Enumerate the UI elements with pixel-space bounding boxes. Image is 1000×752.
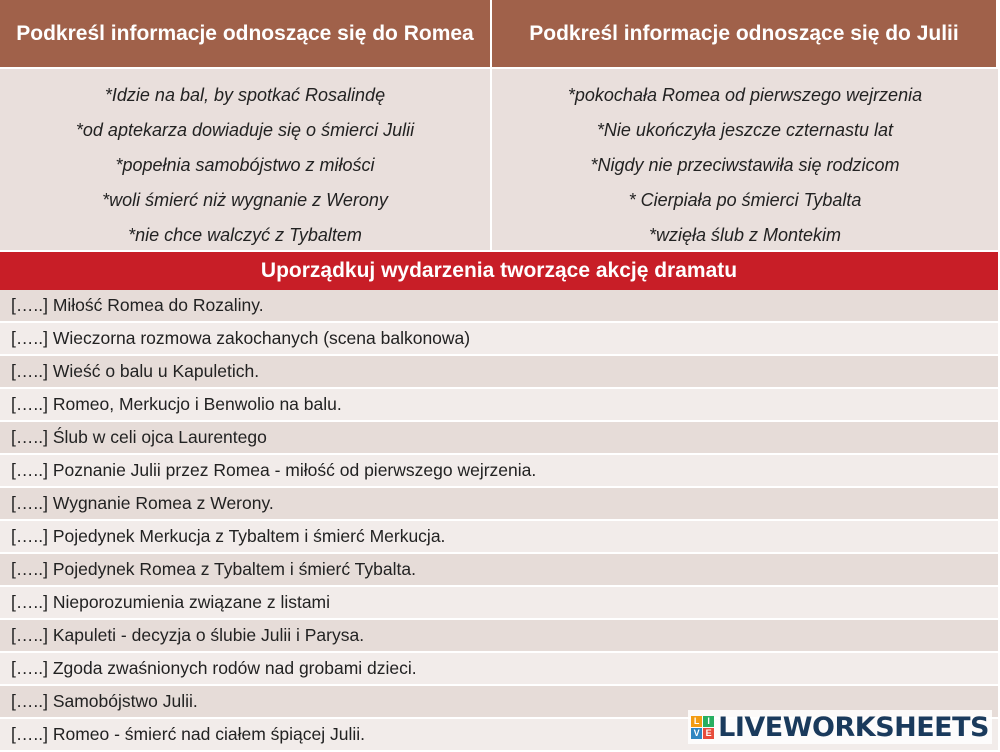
character-table [0, 0, 998, 250]
event-text: Zgoda zwaśnionych rodów nad grobami dzieci. [52, 658, 417, 678]
event-text: Pojedynek Romea z Tybaltem i śmierć Tybalta. [52, 559, 416, 579]
juliet-statements [492, 69, 998, 250]
logo-mark-letter: V [691, 728, 702, 739]
event-text: Pojedynek Merkucja z Tybaltem i śmierć Merkucja. [52, 526, 446, 546]
event-row [0, 290, 998, 323]
event-text: Ślub w celi ojca Laurentego [52, 427, 267, 447]
romeo-statements [0, 69, 492, 250]
event-row [0, 356, 998, 389]
event-row [0, 620, 998, 653]
event-text: Romeo, Merkucjo i Benwolio na balu. [52, 394, 342, 414]
event-text: Wieść o balu u Kapuletich. [52, 361, 260, 381]
event-list [0, 290, 998, 752]
order-blank[interactable]: […..] [11, 691, 48, 711]
juliet-statement[interactable]: *wzięła ślub z Montekim [648, 225, 842, 245]
romeo-statement[interactable]: *nie chce walczyć z Tybaltem [128, 225, 362, 245]
order-blank[interactable]: […..] [11, 427, 48, 447]
order-blank[interactable]: […..] [11, 526, 48, 546]
event-text: Poznanie Julii przez Romea - miłość od pierwszego wejrzenia. [52, 460, 537, 480]
liveworksheets-logo-icon [691, 716, 714, 739]
event-row [0, 521, 998, 554]
order-blank[interactable]: […..] [11, 658, 48, 678]
juliet-column-header: Podkreśl informacje odnoszące się do Julii [492, 0, 998, 69]
event-text: Miłość Romea do Rozaliny. [52, 295, 264, 315]
order-blank[interactable]: […..] [11, 361, 48, 381]
event-row [0, 587, 998, 620]
event-row [0, 422, 998, 455]
event-row [0, 455, 998, 488]
romeo-statement[interactable]: *od aptekarza dowiaduje się o śmierci Julii [75, 120, 415, 140]
juliet-statement[interactable]: *pokochała Romea od pierwszego wejrzenia [567, 85, 923, 105]
order-blank[interactable]: […..] [11, 559, 48, 579]
order-blank[interactable]: […..] [11, 592, 48, 612]
logo-text: LIVEWORKSHEETS [718, 711, 989, 743]
logo-mark-letter: I [703, 716, 714, 727]
order-task-title: Uporządkuj wydarzenia tworzące akcję dramatu [0, 252, 998, 290]
romeo-column-header: Podkreśl informacje odnoszące się do Romea [0, 0, 492, 69]
event-row [0, 488, 998, 521]
logo-mark-letter: L [691, 716, 702, 727]
order-blank[interactable]: […..] [11, 493, 48, 513]
order-blank[interactable]: […..] [11, 328, 48, 348]
event-row [0, 653, 998, 686]
juliet-statement[interactable]: *Nie ukończyła jeszcze czternastu lat [596, 120, 894, 140]
event-text: Wygnanie Romea z Werony. [52, 493, 274, 513]
romeo-statement[interactable]: *Idzie na bal, by spotkać Rosalindę [104, 85, 386, 105]
order-blank[interactable]: […..] [11, 295, 48, 315]
event-row [0, 554, 998, 587]
event-text: Samobójstwo Julii. [52, 691, 198, 711]
romeo-statement[interactable]: *woli śmierć niż wygnanie z Werony [102, 190, 388, 210]
juliet-statement[interactable]: *Nigdy nie przeciwstawiła się rodzicom [590, 155, 900, 175]
event-text: Nieporozumienia związane z listami [52, 592, 331, 612]
event-text: Kapuleti - decyzja o ślubie Julii i Parysa. [52, 625, 365, 645]
order-blank[interactable]: […..] [11, 724, 48, 744]
event-text: Romeo - śmierć nad ciałem śpiącej Julii. [52, 724, 366, 744]
order-blank[interactable]: […..] [11, 625, 48, 645]
event-text: Wieczorna rozmowa zakochanych (scena balkonowa) [52, 328, 471, 348]
logo-mark-letter: E [703, 728, 714, 739]
event-row [0, 323, 998, 356]
order-blank[interactable]: […..] [11, 460, 48, 480]
event-row [0, 389, 998, 422]
juliet-statement[interactable]: * Cierpiała po śmierci Tybalta [628, 190, 862, 210]
liveworksheets-logo [688, 710, 992, 744]
order-blank[interactable]: […..] [11, 394, 48, 414]
romeo-statement[interactable]: *popełnia samobójstwo z miłości [115, 155, 375, 175]
